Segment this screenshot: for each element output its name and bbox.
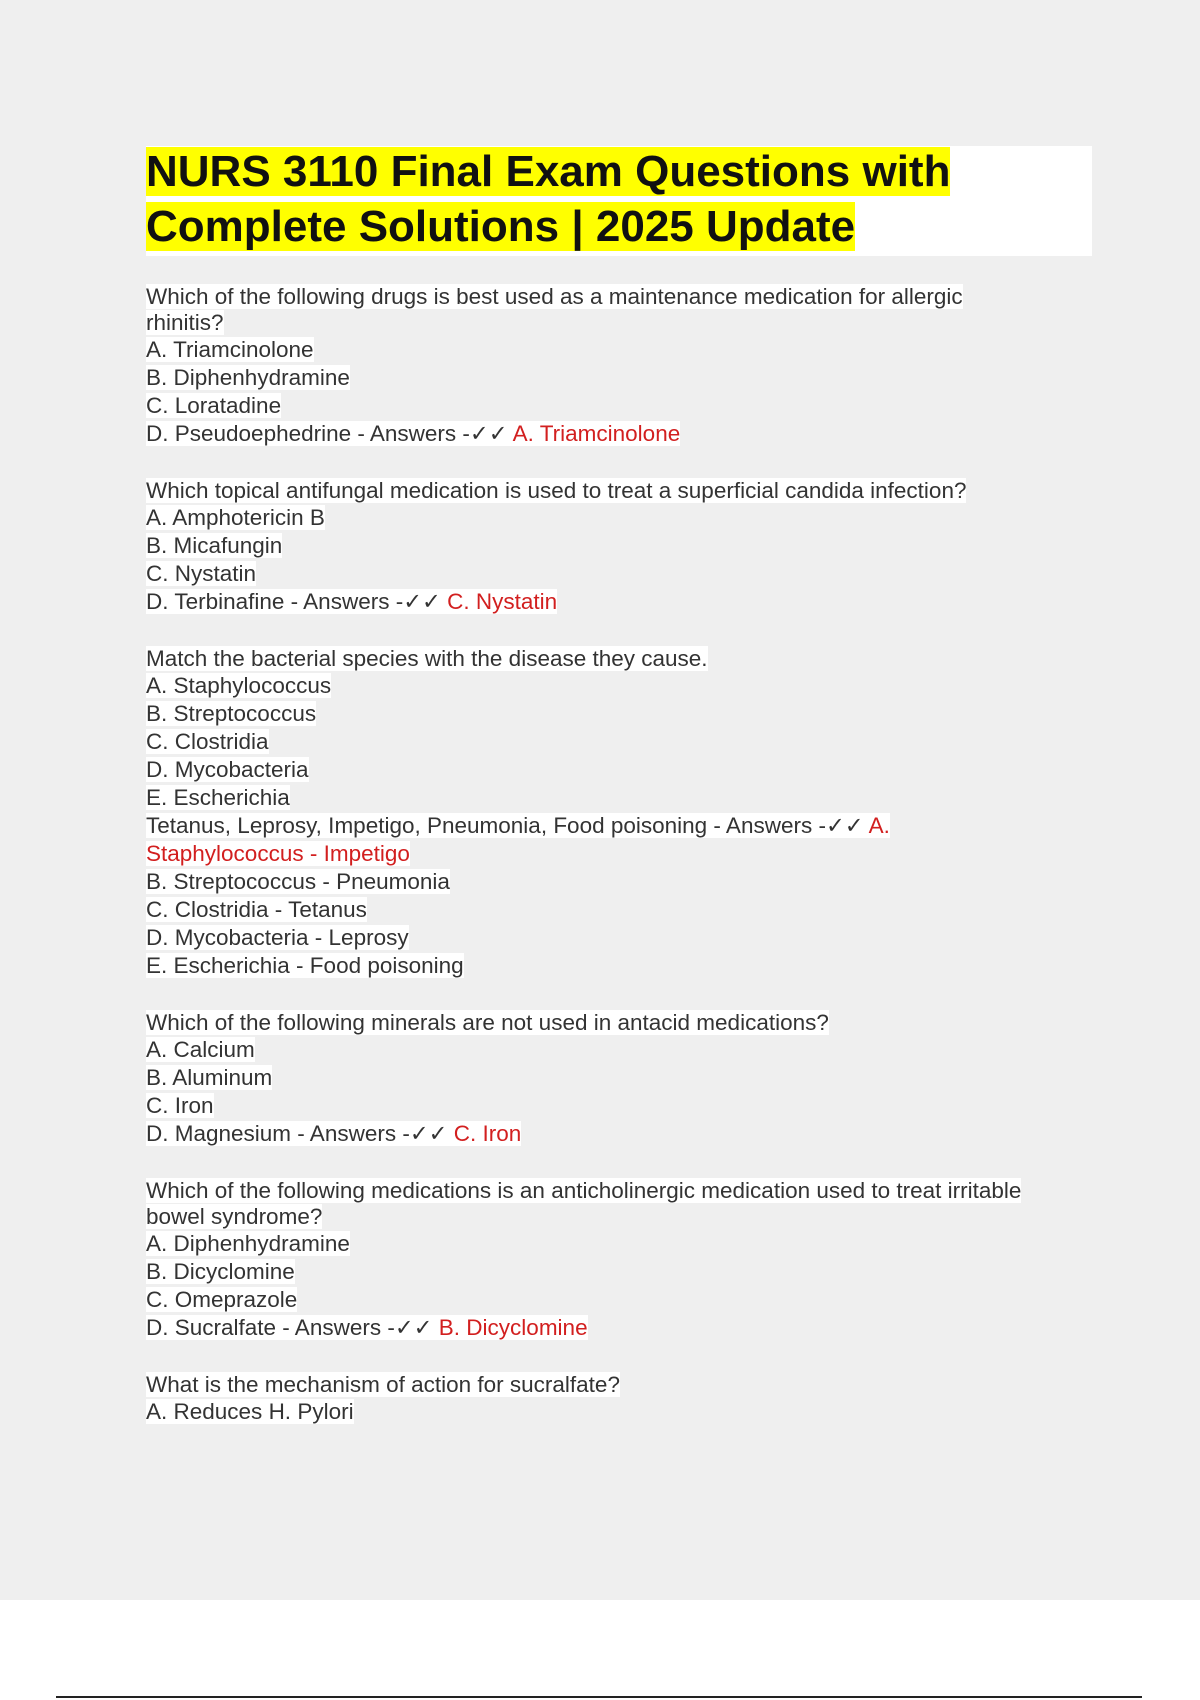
answer-prefix: D. Pseudoephedrine - Answers -✓✓ [146, 421, 513, 446]
match-result: E. Escherichia - Food poisoning [146, 953, 464, 978]
answer-option: A. Reduces H. Pylori [146, 1399, 354, 1424]
answer-prefix: D. Terbinafine - Answers -✓✓ [146, 589, 448, 614]
answer-line [146, 420, 1092, 448]
answer-option: A. Amphotericin B [146, 505, 325, 530]
correct-answer: C. Nystatin [447, 589, 558, 614]
answer-prefix: D. Sucralfate - Answers -✓✓ [146, 1315, 439, 1340]
answer-option: B. Micafungin [146, 533, 283, 558]
question-stem: Which topical antifungal medication is used to treat a superficial candida infection? [146, 478, 967, 503]
question-stem: Which of the following drugs is best used as a maintenance medication for allergic [146, 284, 963, 309]
answer-option: C. Omeprazole [146, 1287, 298, 1312]
answer-option: E. Escherichia [146, 785, 290, 810]
question-stem: Which of the following medications is an anticholinergic medication used to treat irritable [146, 1178, 1022, 1203]
answer-option: A. Calcium [146, 1037, 255, 1062]
match-result: B. Streptococcus - Pneumonia [146, 869, 450, 894]
answer-option: C. Loratadine [146, 393, 282, 418]
correct-answer: A. [868, 813, 890, 838]
question-2 [146, 478, 1092, 616]
answer-option: C. Iron [146, 1093, 214, 1118]
match-result: D. Mycobacteria - Leprosy [146, 925, 409, 950]
question-stem: Which of the following minerals are not used in antacid medications? [146, 1010, 829, 1035]
footer-divider [56, 1696, 1142, 1698]
answer-option: C. Clostridia [146, 729, 269, 754]
answer-line [146, 812, 1092, 840]
answer-option: A. Triamcinolone [146, 337, 314, 362]
answer-option: B. Dicyclomine [146, 1259, 295, 1284]
answer-option: A. Staphylococcus [146, 673, 332, 698]
question-3 [146, 646, 1092, 980]
question-6 [146, 1372, 1092, 1426]
question-stem: What is the mechanism of action for sucralfate? [146, 1372, 620, 1397]
answer-prefix: Tetanus, Leprosy, Impetigo, Pneumonia, Food poisoning - Answers -✓✓ [146, 813, 869, 838]
answer-option: D. Mycobacteria [146, 757, 309, 782]
answer-option: A. Diphenhydramine [146, 1231, 350, 1256]
question-1 [146, 284, 1092, 448]
question-5 [146, 1178, 1092, 1342]
answer-option: B. Aluminum [146, 1065, 273, 1090]
answer-option: B. Streptococcus [146, 701, 317, 726]
answer-line [146, 588, 1092, 616]
answer-line-continued [146, 840, 1092, 868]
questions-list [146, 284, 1092, 1456]
answer-option: B. Diphenhydramine [146, 365, 350, 390]
question-stem: bowel syndrome? [146, 1204, 323, 1229]
correct-answer-continued: Staphylococcus - Impetigo [146, 841, 410, 866]
answer-option: C. Nystatin [146, 561, 257, 586]
correct-answer: B. Dicyclomine [438, 1315, 588, 1340]
question-4 [146, 1010, 1092, 1148]
correct-answer: C. Iron [453, 1121, 522, 1146]
match-result: C. Clostridia - Tetanus [146, 897, 367, 922]
correct-answer: A. Triamcinolone [512, 421, 681, 446]
question-stem: rhinitis? [146, 310, 224, 335]
document-title [146, 144, 1092, 254]
question-stem: Match the bacterial species with the disease they cause. [146, 646, 708, 671]
answer-line [146, 1314, 1092, 1342]
title-line-1: NURS 3110 Final Exam Questions with [146, 147, 951, 196]
answer-line [146, 1120, 1092, 1148]
answer-prefix: D. Magnesium - Answers -✓✓ [146, 1121, 454, 1146]
title-line-2: Complete Solutions | 2025 Update [146, 202, 856, 251]
